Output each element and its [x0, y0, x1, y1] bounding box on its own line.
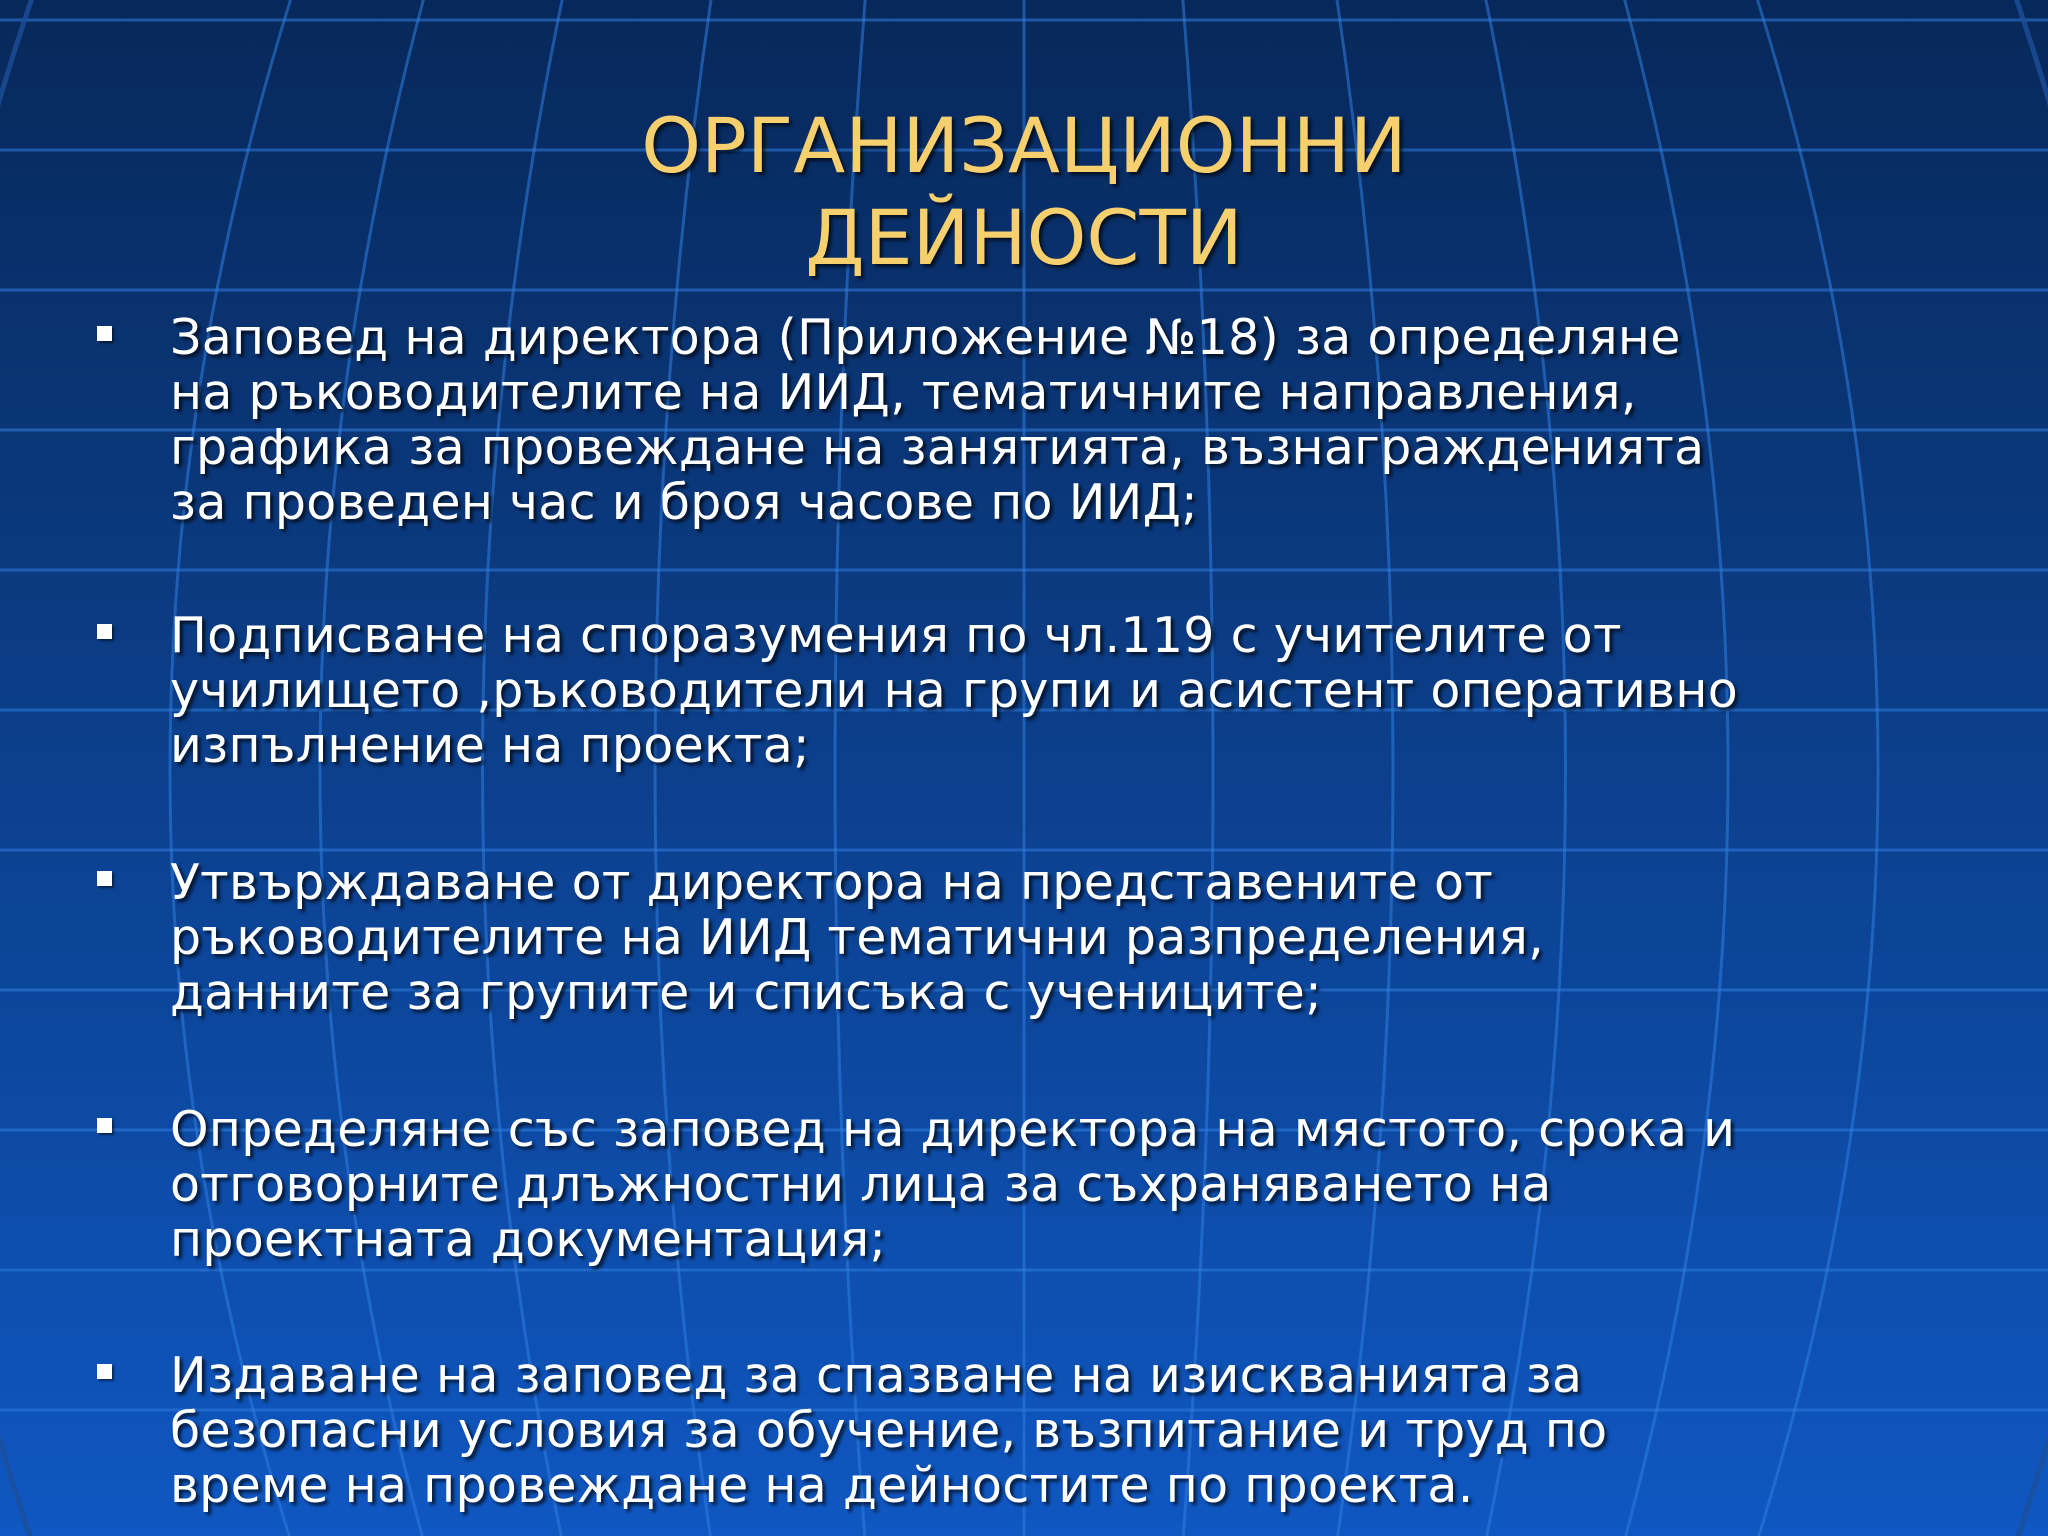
square-bullet-icon	[97, 1118, 112, 1133]
bullet-line: изпълнение на проекта;	[170, 717, 810, 774]
bullet-line: безопасни условия за обучение, възпитание и труд по	[170, 1402, 1608, 1459]
bullet-line: Утвърждаване от директора на представените от	[170, 854, 1494, 911]
bullet-text-2	[170, 608, 1970, 773]
bullet-line: ръководителите на ИИД тематични разпределения,	[170, 909, 1544, 966]
square-bullet-icon	[97, 871, 112, 886]
bullet-line: отговорните длъжностни лица за съхраняването на	[170, 1156, 1552, 1213]
bullet-text-1	[170, 310, 1970, 530]
bullet-line: Определяне със заповед на директора на мястото, срока и	[170, 1101, 1736, 1158]
bullet-line: за проведен час и броя часове по ИИД;	[170, 474, 1198, 531]
bullet-line: Заповед на директора (Приложение №18) за определяне	[170, 309, 1681, 366]
bullet-line: проектната документация;	[170, 1211, 887, 1268]
slide-title-line-2: ДЕЙНОСТИ	[805, 193, 1243, 282]
bullet-line: графика за провеждане на занятията, възнагражденията	[170, 419, 1705, 476]
square-bullet-icon	[97, 326, 112, 341]
bullet-text-4	[170, 1102, 1970, 1267]
bullet-line: Подписване на споразумения по чл.119 с учителите от	[170, 607, 1622, 664]
bullet-line: време на провеждане на дейностите по проекта.	[170, 1457, 1474, 1514]
bullet-line: Издаване на заповед за спазване на изискванията за	[170, 1347, 1583, 1404]
slide-title-line-1: ОРГАНИЗАЦИОННИ	[641, 101, 1407, 190]
bullet-line: данните за групите и списъка с учениците;	[170, 964, 1322, 1021]
bullet-line: училището ,ръководители на групи и асистент оперативно	[170, 662, 1738, 719]
square-bullet-icon	[97, 1364, 112, 1379]
bullet-text-5	[170, 1348, 1970, 1513]
square-bullet-icon	[97, 624, 112, 639]
bullet-line: на ръководителите на ИИД, тематичните направления,	[170, 364, 1637, 421]
bullet-text-3	[170, 855, 1970, 1020]
